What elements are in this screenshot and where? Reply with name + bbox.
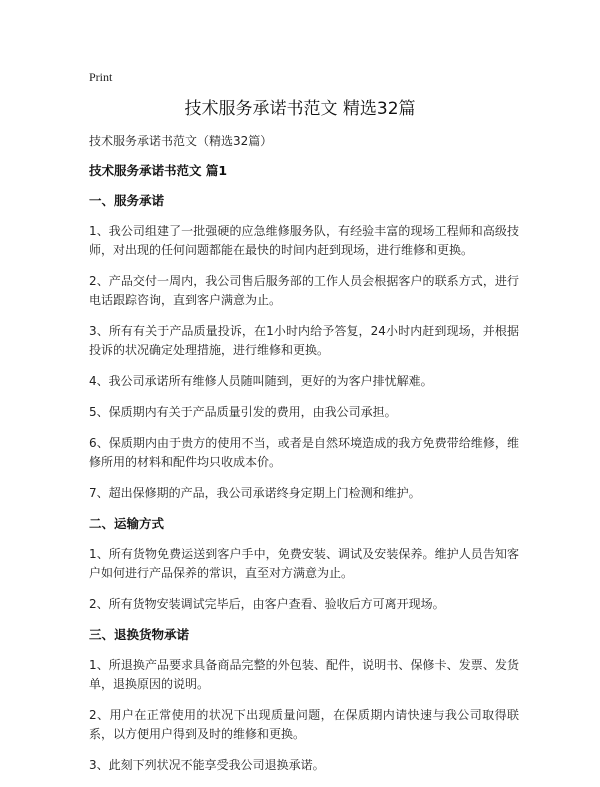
document-body [89, 132, 519, 787]
paragraph: 1、所退换产品要求具备商品完整的外包装、配件，说明书、保修卡、发票、发货单，退换原因的说明。 [89, 658, 519, 691]
article-heading: 技术服务承诺书范文 篇1 [89, 163, 228, 178]
section-title-transport: 二、运输方式 [89, 516, 165, 531]
paragraph: 2、用户在正常使用的状况下出现质量问题，在保质期内请快速与我公司取得联系，以方便用户得到及时的维修和更换。 [89, 708, 519, 741]
paragraph: 5、保质期内有关于产品质量引发的费用，由我公司承担。 [89, 405, 397, 419]
paragraph: 2、产品交付一周内，我公司售后服务部的工作人员会根据客户的联系方式，进行电话跟踪咨询，直到客户满意为止。 [89, 274, 519, 307]
print-link[interactable]: Print [89, 70, 113, 84]
paragraph: 7、超出保修期的产品，我公司承诺终身定期上门检测和维护。 [89, 486, 421, 500]
paragraph: 1、所有货物免费运送到客户手中，免费安装、调试及安装保养。维护人员告知客户如何进行产品保养的常识，直至对方满意为止。 [89, 547, 519, 580]
section-title-returns: 三、退换货物承诺 [89, 627, 190, 642]
document-subtitle: 技术服务承诺书范文（精选32篇） [89, 134, 273, 148]
paragraph: 4、我公司承诺所有维修人员随叫随到，更好的为客户排忧解难。 [89, 374, 433, 388]
section-title-service: 一、服务承诺 [89, 193, 165, 208]
paragraph: 2、所有货物安装调试完毕后，由客户查看、验收后方可离开现场。 [89, 597, 445, 611]
paragraph: 1、我公司组建了一批强硬的应急维修服务队，有经验丰富的现场工程师和高级技师，对出现的任何问题都能在最快的时间内赶到现场，进行维修和更换。 [89, 224, 519, 257]
paragraph: 3、所有有关于产品质量投诉，在1小时内给予答复，24小时内赶到现场，并根据投诉的状况确定处理措施，进行维修和更换。 [89, 324, 519, 357]
paragraph: 6、保质期内由于贵方的使用不当，或者是自然环境造成的我方免费带给维修，维修所用的材料和配件均只收成本价。 [89, 436, 519, 469]
paragraph: 3、此刻下列状况不能享受我公司退换承诺。 [89, 758, 325, 772]
page-title: 技术服务承诺书范文 精选32篇 [184, 99, 416, 119]
